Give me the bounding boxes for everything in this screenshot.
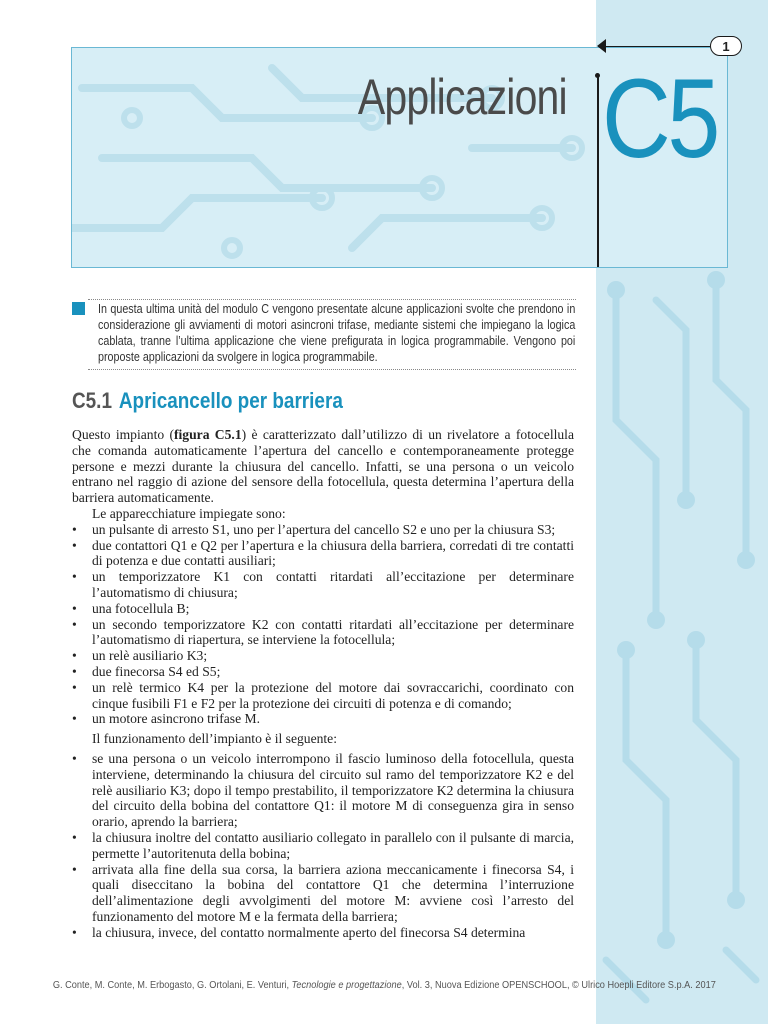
body-text [72,427,574,941]
paragraph: Le apparecchiature impiegate sono: [92,505,286,521]
footer-authors: G. Conte, M. Conte, M. Erbogasto, G. Ortolani, E. Venturi, [52,980,292,991]
list-item: • due contattori Q1 e Q2 per l’apertura e la chiusura della barriera, corredati di tre contatti di potenza e due contatti ausiliari; [72,538,574,570]
list-item: • una fotocellula B; [72,601,574,617]
intro-text: In questa ultima unità del modulo C vengono presentate alcune applicazioni svolte che prendono in considerazione gli avviamenti di motori asincroni trifase, mediante sistemi che impiegano la logica cablata, tranne l’ultima applicazione che viene prefigurata in logica programmabile. Vengono poi proposte applicazioni da svolgere in logica programmabile. [98,302,576,364]
bullet-dot-icon [595,73,600,78]
chapter-code: C5 [602,56,717,181]
footer-book-title: Tecnologie e progettazione [291,980,402,991]
equipment-list [72,522,574,727]
list-item: • un relè termico K4 per la protezione del motore dai sovraccarichi, coordinato con cinque fusibili F1 e F2 per la protezione dei circuiti di potenza e di comando; [72,680,574,712]
footer-publisher: , Vol. 3, Nuova Edizione OPENSCHOOL, © Ulrico Hoepli Editore S.p.A. 2017 [401,980,716,991]
list-item: • un motore asincrono trifase M. [72,711,574,727]
figure-reference: figura C5.1 [174,427,242,442]
page-number: 1 [710,36,742,56]
section-title: Apricancello per barriera [118,388,343,413]
list-item: • un temporizzatore K1 con contatti ritardati all’eccitazione per determinare l’automatismo di chiusura; [72,569,574,601]
intro-bottom-rule [88,369,576,371]
banner-divider [597,76,599,268]
footer-credit [0,980,768,991]
list-item: • un pulsante di arresto S1, uno per l’apertura del cancello S2 e uno per la chiusura S3; [72,522,574,538]
list-item: • la chiusura inoltre del contatto ausiliario collegato in parallelo con il pulsante di marcia, permette l’autoritenuta della bobina; [72,830,574,862]
paragraph: Il funzionamento dell’impianto è il seguente: [92,731,337,747]
list-item: • due finecorsa S4 ed S5; [72,664,574,680]
chapter-title: Applicazioni [358,69,567,125]
list-item: • la chiusura, invece, del contatto normalmente aperto del finecorsa S4 determina [72,925,574,941]
list-item: • arrivata alla fine della sua corsa, la barriera aziona meccanicamente i finecorsa S4, i quali diseccitano la bobina del contattore Q1 che determina l’interruzione dell’alimentazione degli avvolgimenti del motore M: avviene così l’arresto del funzionamento del motore M e la fermata della barriera; [72,862,574,925]
paragraph-text: Questo impianto ( [72,427,174,442]
list-item: • un secondo temporizzatore K2 con contatti ritardati all’eccitazione per determinare l’automatismo di riapertura, se interviene la fotocellula; [72,617,574,649]
section-number: C5.1 [72,388,112,413]
operation-list [72,751,574,941]
header-rule [598,46,710,47]
square-marker-icon [72,302,85,315]
paragraph-text: ) è caratterizzato dall’utilizzo di un rivelatore a fotocellula che comanda automaticamente l’apertura del cancello e contemporaneamente protegge persone e mezzi durante la chiusura del cancello. Infatti, se una persona o un veicolo entrano nel raggio di azione del sensore della fotocellula, questa determina l’apertura della barriera automaticamente. [72,427,574,506]
chapter-banner [71,47,728,268]
list-item: • un relè ausiliario K3; [72,648,574,664]
list-item: • se una persona o un veicolo interrompono il fascio luminoso della fotocellula, questa interviene, determinando la chiusura del circuito sul ramo del temporizzatore K2 e del relè ausiliario K3; dopo il tempo prestabilito, il temporizzatore K2 determina la chiusura del circuito della bobina del contattore Q1: il motore M di conseguenza gira in senso orario, aprendo la barriera; [72,751,574,830]
paragraph [72,427,574,506]
arrow-left-icon [597,39,606,53]
section-heading [72,388,343,414]
